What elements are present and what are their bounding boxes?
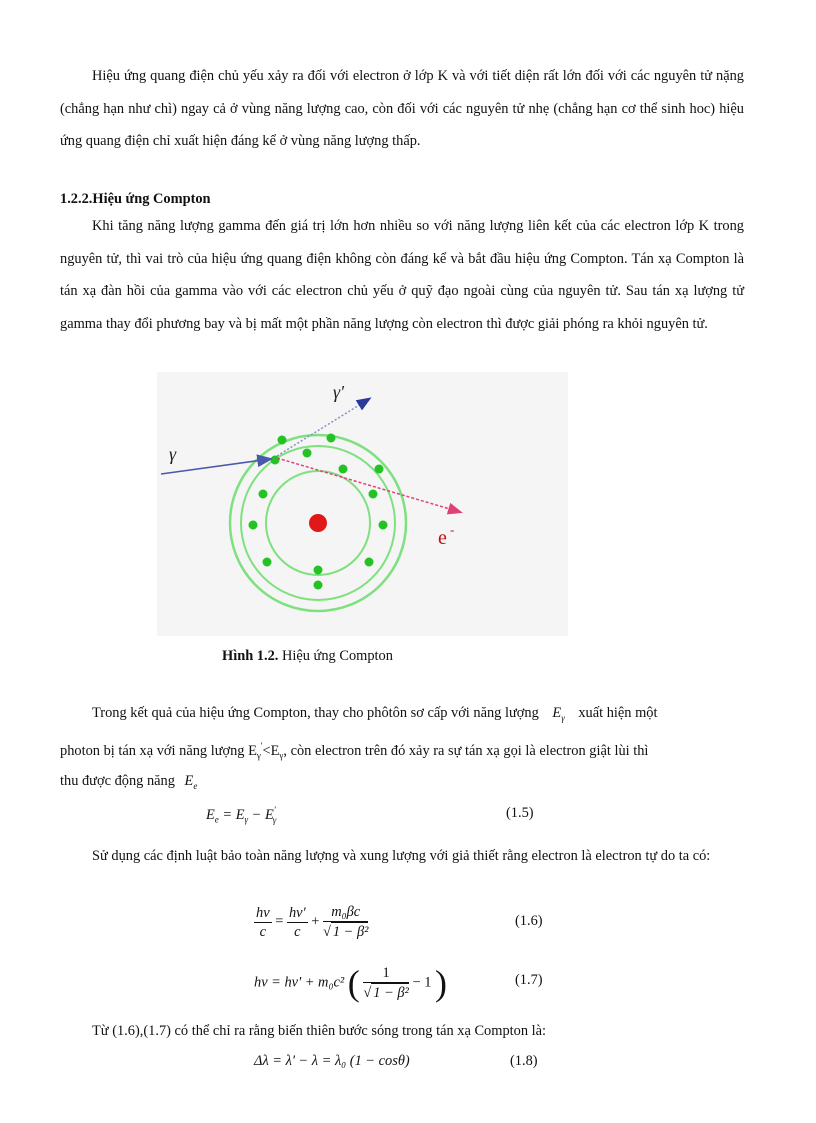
caption-label: Hình 1.2. — [222, 648, 279, 664]
electron-dot — [278, 436, 287, 445]
paragraph-photoelectric: Hiệu ứng quang điện chủ yếu xảy ra đối với electron ở lớp K và với tiết diện rất lớn đối với các nguyên tử nặng (chẳng hạn như chì) ngay cả ở vùng năng lượng cao, còn đối với các nguyên tử nhẹ (chẳng hạn cơ thể sinh hoc) hiệu ứng quang điện chỉ xuất hiện đáng kể ở vùng năng lượng thấp. — [60, 68, 744, 149]
paragraph3-line2 — [60, 741, 648, 761]
label-electron-charge: - — [450, 522, 455, 537]
compton-figure — [157, 372, 568, 636]
p3-line2-text-c: , còn electron trên đó xảy ra sự tán xạ gọi là electron giật lùi thì — [283, 742, 649, 759]
figure-background — [157, 372, 568, 636]
p3-line2-sup: ' — [260, 741, 263, 751]
p3-line2-sub2: γ — [279, 750, 284, 761]
equation-1-6: $\frac{h\nu}{c}$ = $\frac{h\nu'}{c}$ + $\frac{\text{m₀βc}}{\text{√ 1 − β²}}$ — [256, 904, 369, 940]
electron-dot — [369, 490, 378, 499]
symbol-E-e: $E_e$ — [184, 773, 198, 791]
label-gamma-prime: γ' — [333, 382, 344, 402]
equation-number-1-8: (1.8) — [510, 1053, 538, 1069]
paragraph3-line3 — [60, 773, 197, 791]
p3-line2-sub: γ — [256, 750, 261, 761]
symbol-E-gamma: $E_\gamma$ — [552, 705, 565, 723]
section-heading-compton: 1.2.2.Hiệu ứng Compton — [60, 191, 211, 207]
equation-1-8: Δλ = λ' − λ = λ₀ (1 − cosθ) — [254, 1053, 410, 1069]
electron-dot — [249, 521, 258, 530]
electron-dot — [314, 581, 323, 590]
p3-line2-text-a: photon bị tán xạ với năng lượng E — [60, 742, 257, 759]
electron-dot — [327, 434, 336, 443]
paragraph-conservation: Sử dụng các định luật bảo toàn năng lượng và xung lượng với giả thiết rằng electron là electron tự do ta có: — [92, 848, 711, 864]
equation-number-1-7: (1.7) — [515, 972, 543, 988]
equation-number-1-6: (1.6) — [515, 913, 543, 929]
electron-dot — [314, 566, 323, 575]
p3-line1-text-a: Trong kết quả của hiệu ứng Compton, thay cho phôtôn sơ cấp với năng lượng — [92, 705, 539, 721]
electron-dot — [263, 558, 272, 567]
paragraph-wavelength-shift: Từ (1.6),(1.7) có thể chỉ ra rằng biến thiên bước sóng trong tán xạ Compton là: — [92, 1023, 547, 1039]
p3-line3-text: thu được động năng — [60, 773, 175, 789]
figure-caption — [222, 648, 393, 665]
p3-line2-text-b: <E — [262, 742, 280, 759]
electron-dot — [259, 490, 268, 499]
compton-diagram — [157, 372, 568, 636]
equation-number-1-5: (1.5) — [506, 805, 534, 821]
paragraph3-line1 — [92, 705, 657, 723]
fraction-momentum: $\frac{\text{m₀βc}}{\text{√ 1 − β²}}$ — [322, 904, 369, 940]
electron-dot — [303, 449, 312, 458]
fraction-hnu-c: $\frac{h\nu}{c}$ — [256, 904, 270, 940]
electron-dot — [379, 521, 388, 530]
electron-dot — [271, 456, 280, 465]
fraction-lorentz: $\frac{1}{\text{√ 1 − β²}}$ — [363, 965, 409, 1001]
electron-dot — [365, 558, 374, 567]
p3-line1-text-b: xuất hiện một — [578, 705, 658, 721]
electron-dot — [375, 465, 384, 474]
paragraph-compton-intro: Khi tăng năng lượng gamma đến giá trị lớn hơn nhiều so với năng lượng liên kết của các electron lớp K trong nguyên tử, thì vai trò của hiệu ứng quang điện không còn đáng kể và bắt đầu hiệu ứng Compton. Tán xạ Compton là tán xạ đàn hồi của gamma vào với các electron chủ yếu ở quỹ đạo ngoài cùng của nguyên tử. Sau tán xạ lượng tử gamma thay đổi phương bay và bị mất một phần năng lượng còn electron thì được giải phóng ra khỏi nguyên tử. — [60, 218, 744, 332]
fraction-hnu-prime-c: $\frac{h\nu'}{c}$ — [288, 904, 306, 940]
equation-1-5: $E_e = E_\gamma - E'_\gamma$ — [206, 805, 277, 825]
caption-text: Hiệu ứng Compton — [278, 648, 393, 664]
equation-1-7: hν = hν' + m₀c² ( $\frac{1}{\text{√ 1 − β²}}$ − 1 ) — [254, 963, 448, 1003]
label-gamma: γ — [169, 444, 177, 464]
label-electron: e — [438, 527, 447, 549]
nucleus — [309, 514, 327, 532]
electron-dot — [339, 465, 348, 474]
